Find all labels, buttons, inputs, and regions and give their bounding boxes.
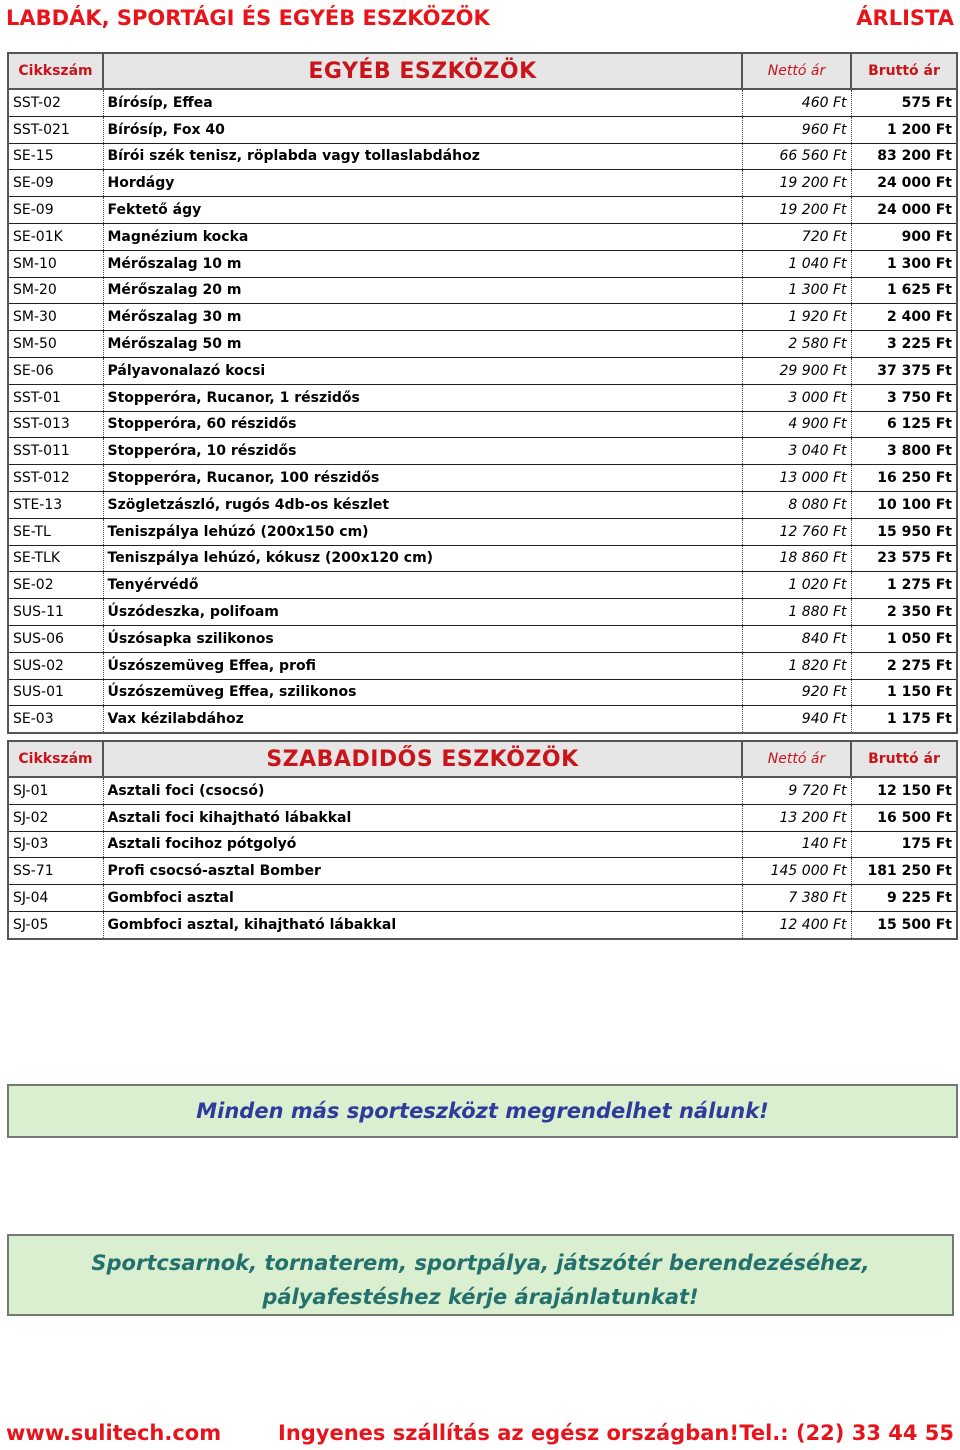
- item-gross-price: 2 400 Ft: [851, 304, 957, 331]
- table-row: [8, 250, 957, 277]
- table-row: [8, 438, 957, 465]
- item-code: SJ-05: [8, 911, 103, 938]
- item-net-price: 66 560 Ft: [742, 143, 851, 170]
- table-row: [8, 223, 957, 250]
- table-row: [8, 831, 957, 858]
- price-list-label: ÁRLISTA: [856, 6, 954, 30]
- item-gross-price: 10 100 Ft: [851, 491, 957, 518]
- item-gross-price: 575 Ft: [851, 89, 957, 116]
- item-name: Stopperóra, Rucanor, 100 részidős: [103, 465, 742, 492]
- item-name: Bírósíp, Fox 40: [103, 116, 742, 143]
- item-code: SST-01: [8, 384, 103, 411]
- item-net-price: 960 Ft: [742, 116, 851, 143]
- item-code: SE-09: [8, 197, 103, 224]
- column-header-net-price: Nettó ár: [742, 53, 851, 89]
- item-code: SE-15: [8, 143, 103, 170]
- item-name: Úszószemüveg Effea, szilikonos: [103, 679, 742, 706]
- item-code: SE-02: [8, 572, 103, 599]
- item-net-price: 920 Ft: [742, 679, 851, 706]
- item-name: Mérőszalag 10 m: [103, 250, 742, 277]
- item-code: SE-TL: [8, 518, 103, 545]
- table-row: [8, 197, 957, 224]
- item-code: SE-03: [8, 706, 103, 733]
- item-code: SJ-04: [8, 885, 103, 912]
- item-code: SM-20: [8, 277, 103, 304]
- item-gross-price: 15 950 Ft: [851, 518, 957, 545]
- item-gross-price: 3 225 Ft: [851, 331, 957, 358]
- column-header-gross-price: Bruttó ár: [851, 53, 957, 89]
- item-net-price: 9 720 Ft: [742, 777, 851, 804]
- item-net-price: 7 380 Ft: [742, 885, 851, 912]
- item-net-price: 3 000 Ft: [742, 384, 851, 411]
- order-note-text: Minden más sporteszközt megrendelhet nálunk!: [196, 1099, 769, 1123]
- item-gross-price: 2 350 Ft: [851, 599, 957, 626]
- table-row: [8, 304, 957, 331]
- table-row: [8, 277, 957, 304]
- table-row: [8, 170, 957, 197]
- item-code: SM-50: [8, 331, 103, 358]
- item-code: SE-06: [8, 357, 103, 384]
- item-net-price: 1 040 Ft: [742, 250, 851, 277]
- item-gross-price: 24 000 Ft: [851, 197, 957, 224]
- item-code: SJ-03: [8, 831, 103, 858]
- table-row: [8, 518, 957, 545]
- table-row: [8, 679, 957, 706]
- column-header-code: Cikkszám: [8, 741, 103, 777]
- table-row: [8, 885, 957, 912]
- item-name: Mérőszalag 30 m: [103, 304, 742, 331]
- item-name: Stopperóra, 60 részidős: [103, 411, 742, 438]
- item-code: SE-01K: [8, 223, 103, 250]
- table-row: [8, 411, 957, 438]
- item-name: Mérőszalag 20 m: [103, 277, 742, 304]
- item-name: Magnézium kocka: [103, 223, 742, 250]
- item-code: SST-012: [8, 465, 103, 492]
- item-name: Tenyérvédő: [103, 572, 742, 599]
- item-gross-price: 15 500 Ft: [851, 911, 957, 938]
- item-code: SST-02: [8, 89, 103, 116]
- table-row: [8, 89, 957, 116]
- shipping-note: Ingyenes szállítás az egész országban!: [278, 1421, 739, 1445]
- item-net-price: 8 080 Ft: [742, 491, 851, 518]
- item-gross-price: 16 250 Ft: [851, 465, 957, 492]
- item-code: SST-011: [8, 438, 103, 465]
- item-name: Úszószemüveg Effea, profi: [103, 652, 742, 679]
- offer-note-line2: pályafestéshez kérje árajánlatunkat!: [262, 1285, 699, 1309]
- item-gross-price: 1 275 Ft: [851, 572, 957, 599]
- item-name: Asztali foci kihajtható lábakkal: [103, 804, 742, 831]
- item-net-price: 1 020 Ft: [742, 572, 851, 599]
- table-row: [8, 777, 957, 804]
- table-row: [8, 384, 957, 411]
- table-row: [8, 143, 957, 170]
- item-name: Teniszpálya lehúzó, kókusz (200x120 cm): [103, 545, 742, 572]
- item-net-price: 19 200 Ft: [742, 170, 851, 197]
- item-name: Bírói szék tenisz, röplabda vagy tollaslabdához: [103, 143, 742, 170]
- item-gross-price: 3 800 Ft: [851, 438, 957, 465]
- item-net-price: 12 760 Ft: [742, 518, 851, 545]
- item-code: SE-TLK: [8, 545, 103, 572]
- item-code: SST-013: [8, 411, 103, 438]
- page-title: LABDÁK, SPORTÁGI ÉS EGYÉB ESZKÖZÖK: [6, 6, 490, 30]
- item-name: Profi csocsó-asztal Bomber: [103, 858, 742, 885]
- table-row: [8, 331, 957, 358]
- item-gross-price: 2 275 Ft: [851, 652, 957, 679]
- item-name: Bírósíp, Effea: [103, 89, 742, 116]
- item-net-price: 13 200 Ft: [742, 804, 851, 831]
- item-code: SUS-02: [8, 652, 103, 679]
- item-gross-price: 175 Ft: [851, 831, 957, 858]
- item-gross-price: 900 Ft: [851, 223, 957, 250]
- item-name: Úszódeszka, polifoam: [103, 599, 742, 626]
- item-net-price: 19 200 Ft: [742, 197, 851, 224]
- item-code: SM-30: [8, 304, 103, 331]
- price-table-szabadidos: [7, 740, 958, 940]
- table-row: [8, 652, 957, 679]
- table-row: [8, 465, 957, 492]
- item-net-price: 1 300 Ft: [742, 277, 851, 304]
- section-title: SZABADIDŐS ESZKÖZÖK: [103, 741, 742, 777]
- item-code: SUS-01: [8, 679, 103, 706]
- item-gross-price: 12 150 Ft: [851, 777, 957, 804]
- table-row: [8, 545, 957, 572]
- item-name: Vax kézilabdához: [103, 706, 742, 733]
- item-code: SM-10: [8, 250, 103, 277]
- item-gross-price: 1 175 Ft: [851, 706, 957, 733]
- item-net-price: 2 580 Ft: [742, 331, 851, 358]
- table-row: [8, 706, 957, 733]
- item-gross-price: 181 250 Ft: [851, 858, 957, 885]
- item-code: SJ-02: [8, 804, 103, 831]
- item-net-price: 145 000 Ft: [742, 858, 851, 885]
- item-name: Stopperóra, 10 részidős: [103, 438, 742, 465]
- table-row: [8, 357, 957, 384]
- item-gross-price: 1 625 Ft: [851, 277, 957, 304]
- item-net-price: 840 Ft: [742, 625, 851, 652]
- item-gross-price: 6 125 Ft: [851, 411, 957, 438]
- column-header-net-price: Nettó ár: [742, 741, 851, 777]
- item-code: SUS-06: [8, 625, 103, 652]
- table-header-row: [8, 53, 957, 89]
- column-header-code: Cikkszám: [8, 53, 103, 89]
- order-note: [7, 1084, 958, 1138]
- item-gross-price: 16 500 Ft: [851, 804, 957, 831]
- table-header-row: [8, 741, 957, 777]
- table-row: [8, 804, 957, 831]
- table-row: [8, 625, 957, 652]
- item-net-price: 3 040 Ft: [742, 438, 851, 465]
- offer-note: [7, 1234, 954, 1316]
- item-code: SUS-11: [8, 599, 103, 626]
- phone-number: Tel.: (22) 33 44 55: [739, 1421, 954, 1445]
- item-code: SS-71: [8, 858, 103, 885]
- item-gross-price: 24 000 Ft: [851, 170, 957, 197]
- item-code: SST-021: [8, 116, 103, 143]
- item-net-price: 18 860 Ft: [742, 545, 851, 572]
- table-row: [8, 572, 957, 599]
- item-net-price: 460 Ft: [742, 89, 851, 116]
- table-row: [8, 911, 957, 938]
- item-name: Fektető ágy: [103, 197, 742, 224]
- item-gross-price: 37 375 Ft: [851, 357, 957, 384]
- item-gross-price: 1 050 Ft: [851, 625, 957, 652]
- item-net-price: 720 Ft: [742, 223, 851, 250]
- column-header-gross-price: Bruttó ár: [851, 741, 957, 777]
- item-net-price: 29 900 Ft: [742, 357, 851, 384]
- item-gross-price: 3 750 Ft: [851, 384, 957, 411]
- item-net-price: 140 Ft: [742, 831, 851, 858]
- item-net-price: 12 400 Ft: [742, 911, 851, 938]
- section-title: EGYÉB ESZKÖZÖK: [103, 53, 742, 89]
- offer-note-line1: Sportcsarnok, tornaterem, sportpálya, játszótér berendezéséhez,: [91, 1251, 870, 1275]
- item-gross-price: 1 200 Ft: [851, 116, 957, 143]
- item-code: SJ-01: [8, 777, 103, 804]
- item-gross-price: 9 225 Ft: [851, 885, 957, 912]
- table-row: [8, 116, 957, 143]
- item-name: Pályavonalazó kocsi: [103, 357, 742, 384]
- item-name: Mérőszalag 50 m: [103, 331, 742, 358]
- item-net-price: 1 920 Ft: [742, 304, 851, 331]
- item-net-price: 940 Ft: [742, 706, 851, 733]
- item-net-price: 4 900 Ft: [742, 411, 851, 438]
- item-name: Stopperóra, Rucanor, 1 részidős: [103, 384, 742, 411]
- table-row: [8, 491, 957, 518]
- item-code: SE-09: [8, 170, 103, 197]
- item-net-price: 13 000 Ft: [742, 465, 851, 492]
- item-gross-price: 1 150 Ft: [851, 679, 957, 706]
- table-row: [8, 858, 957, 885]
- item-name: Asztali focihoz pótgolyó: [103, 831, 742, 858]
- price-table-egyeb: [7, 52, 958, 734]
- item-gross-price: 23 575 Ft: [851, 545, 957, 572]
- item-net-price: 1 880 Ft: [742, 599, 851, 626]
- item-name: Hordágy: [103, 170, 742, 197]
- item-name: Asztali foci (csocsó): [103, 777, 742, 804]
- item-gross-price: 83 200 Ft: [851, 143, 957, 170]
- item-name: Teniszpálya lehúzó (200x150 cm): [103, 518, 742, 545]
- item-name: Szögletzászló, rugós 4db-os készlet: [103, 491, 742, 518]
- table-row: [8, 599, 957, 626]
- website-link[interactable]: www.sulitech.com: [6, 1421, 222, 1445]
- item-net-price: 1 820 Ft: [742, 652, 851, 679]
- item-gross-price: 1 300 Ft: [851, 250, 957, 277]
- item-name: Gombfoci asztal, kihajtható lábakkal: [103, 911, 742, 938]
- item-name: Gombfoci asztal: [103, 885, 742, 912]
- item-code: STE-13: [8, 491, 103, 518]
- item-name: Úszósapka szilikonos: [103, 625, 742, 652]
